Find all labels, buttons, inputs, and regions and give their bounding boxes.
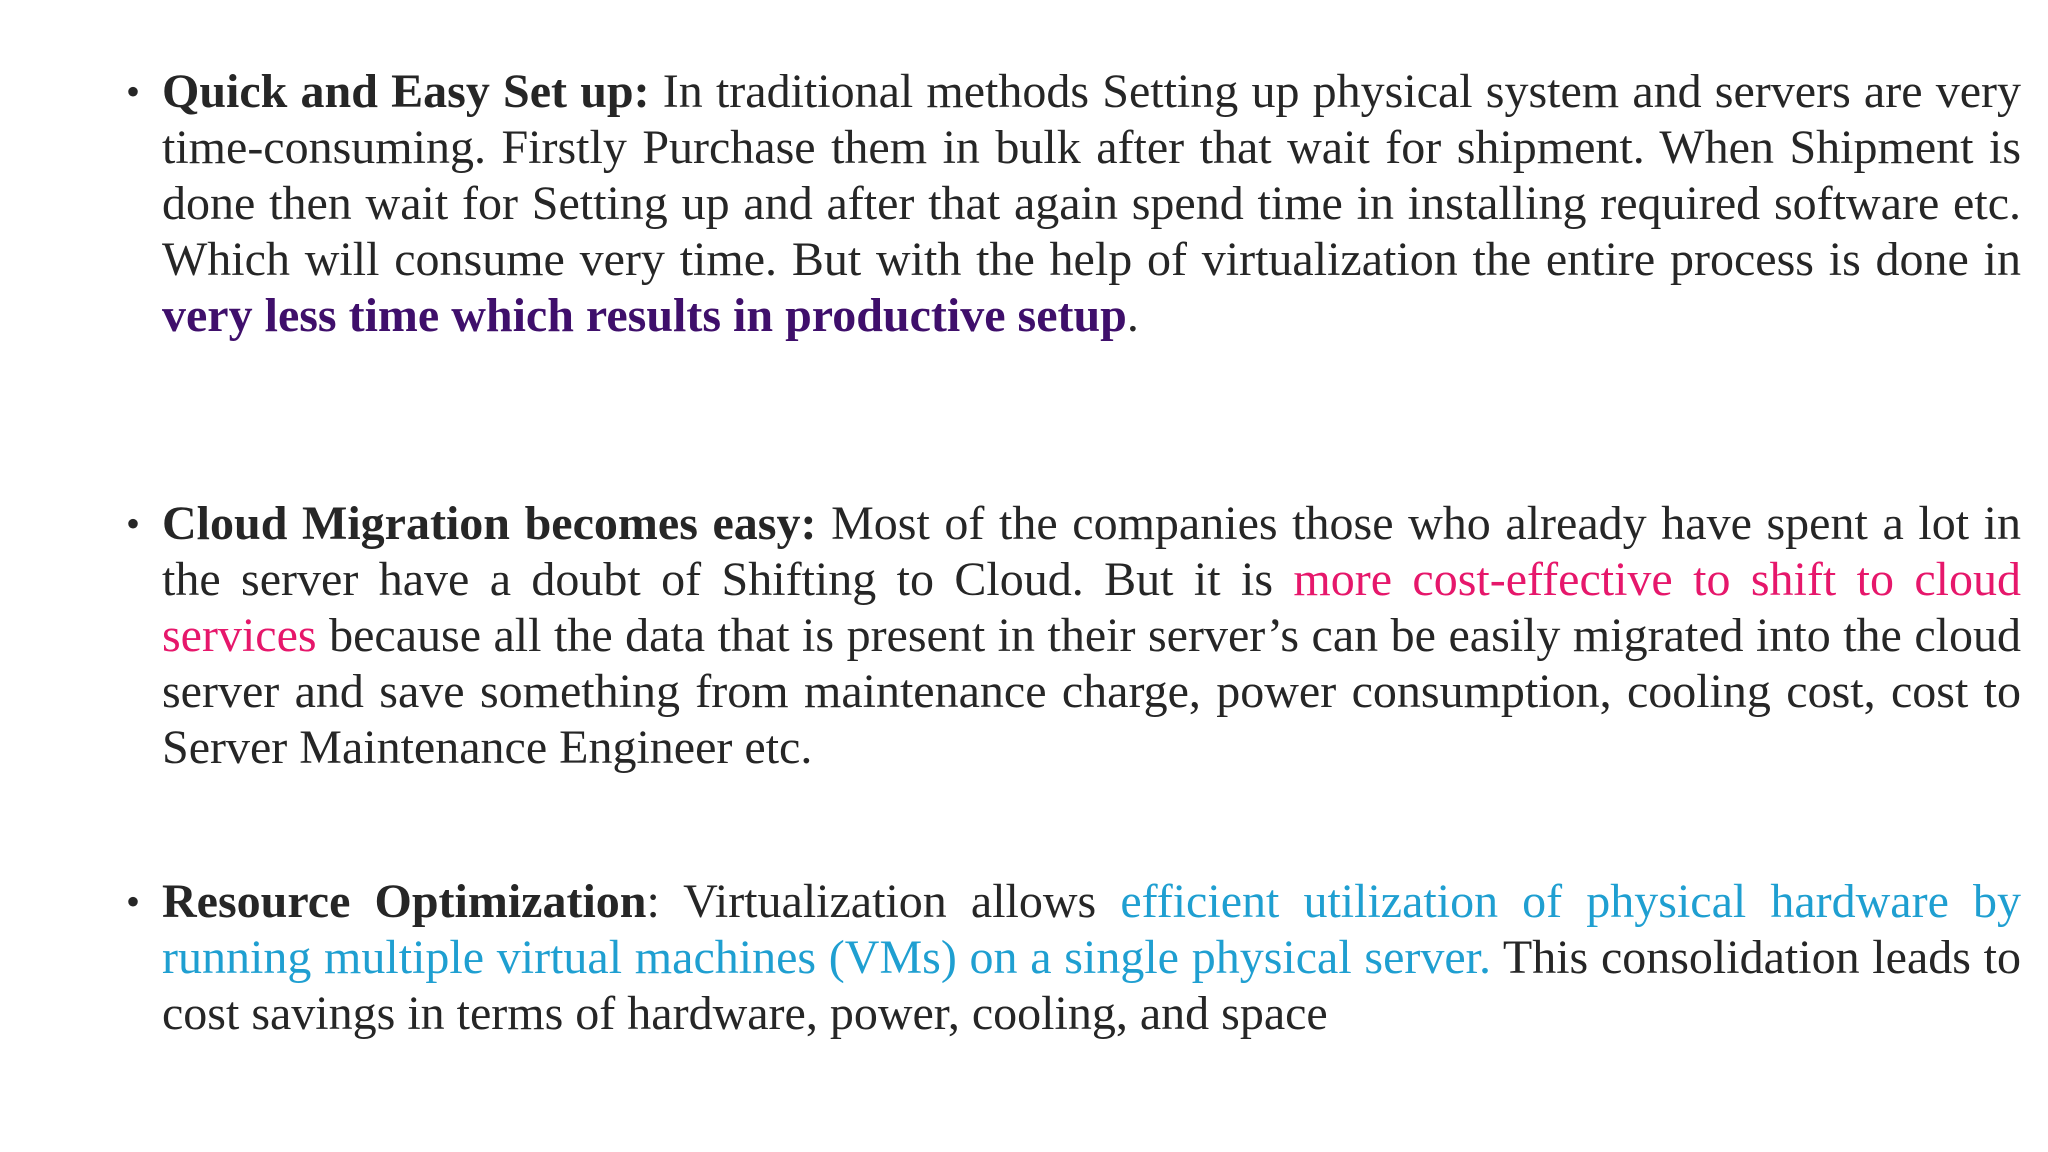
bullet-text-end: This consolidation leads to cost savings in terms of hardware, power, cooling, and space bbox=[162, 931, 2021, 1040]
bullet-dot-icon: • bbox=[126, 501, 141, 546]
bullet-cloud-migration bbox=[126, 496, 2022, 776]
bullet-heading: Quick and Easy Set up: bbox=[162, 65, 650, 118]
bullet-heading: Resource Optimization bbox=[162, 875, 647, 928]
bullet-highlight: efficient utilization of physical hardware by running multiple virtual machines (VMs) on a single physical server. bbox=[162, 875, 2021, 984]
bullet-quick-easy-setup bbox=[126, 64, 2022, 344]
bullet-text: : Virtualization allows bbox=[646, 875, 1121, 928]
bullet-text-end: . bbox=[1126, 289, 1139, 342]
bullet-dot-icon: • bbox=[126, 879, 141, 924]
bullet-highlight: very less time which results in productive setup bbox=[162, 289, 1127, 342]
bullet-heading: Cloud Migration becomes easy: bbox=[162, 497, 817, 550]
bullet-text: Most of the companies those who already have spent a lot in the server have a doubt of Shifting to Cloud. But it is bbox=[162, 497, 2022, 606]
bullet-text-end: because all the data that is present in their server’s can be easily migrated into the cloud server and save something from maintenance charge, power consumption, cooling cost, cost to Server Maintenance Engineer etc. bbox=[162, 609, 2021, 774]
bullet-text: In traditional methods Setting up physical system and servers are very time-consuming. Firstly Purchase them in bulk after that wait for shipment. When Shipment is done then wait for Setting up and after that again spend time in installing required software etc. Which will consume very time. But with the help of virtualization the entire process is done in bbox=[162, 65, 2022, 286]
bullet-resource-optimization bbox=[126, 874, 2021, 1042]
bullet-highlight: more cost-effective to shift to cloud services bbox=[162, 553, 2021, 662]
bullet-dot-icon: • bbox=[126, 69, 141, 114]
